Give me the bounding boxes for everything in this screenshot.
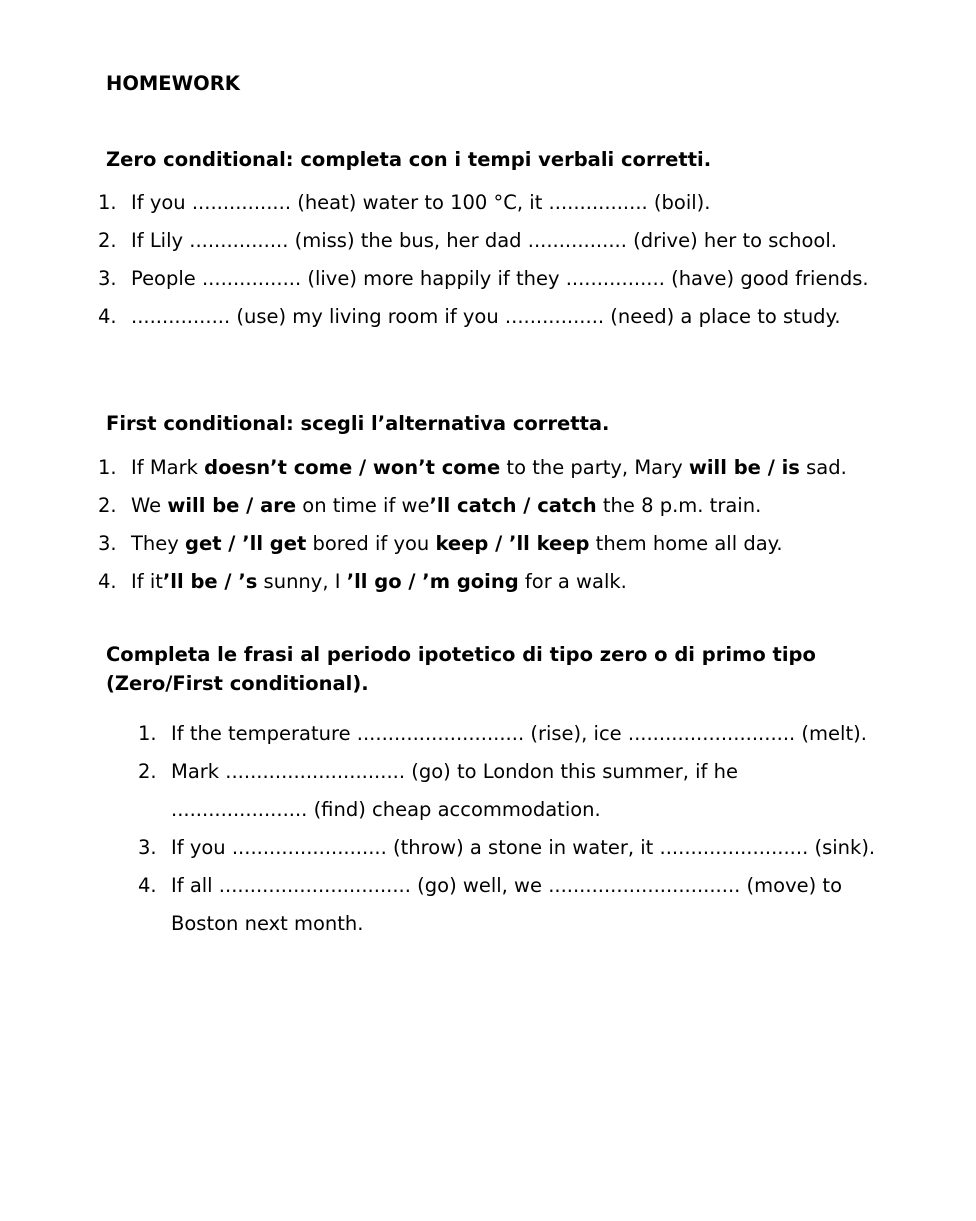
item-number: 2. — [98, 494, 117, 517]
choice-text: doesn’t come / won’t come — [204, 456, 501, 479]
list-item — [0, 563, 976, 601]
choice-text: keep / ’ll keep — [435, 532, 590, 555]
item-text — [131, 487, 931, 525]
section-1-list — [0, 184, 976, 336]
item-text: If the temperature ........................... (rise), ice ........................... (melt). — [171, 722, 867, 745]
choice-text: ’ll go / ’m going — [346, 570, 519, 593]
plain-text: the 8 p.m. train. — [596, 494, 762, 517]
choice-text: will be / is — [688, 456, 800, 479]
item-number: 4. — [98, 305, 117, 328]
item-text: If you ......................... (throw) a stone in water, it ........................ (sink). — [171, 836, 876, 859]
page-title: HOMEWORK — [106, 72, 240, 95]
section-3-heading: Completa le frasi al periodo ipotetico di tipo zero o di primo tipo (Zero/First conditional). — [106, 643, 816, 695]
item-number: 1. — [98, 191, 117, 214]
item-number: 4. — [138, 874, 157, 897]
list-item — [0, 222, 976, 260]
plain-text: sunny, I — [257, 570, 347, 593]
choice-text: ’ll be / ’s — [162, 570, 258, 593]
item-text: People ................ (live) more happily if they ................ (have) good friends. — [131, 267, 869, 290]
item-number: 2. — [98, 229, 117, 252]
plain-text: them home all day. — [589, 532, 783, 555]
section-1-heading: Zero conditional: completa con i tempi verbali corretti. — [106, 148, 712, 171]
item-number: 3. — [98, 267, 117, 290]
plain-text: We — [131, 494, 168, 517]
item-text — [131, 449, 931, 487]
item-text: Mark ............................. (go) to London this summer, if he ...................... (find) cheap accommodation. — [171, 760, 738, 821]
list-item — [0, 184, 976, 222]
item-number: 3. — [138, 836, 157, 859]
item-text: If Lily ................ (miss) the bus, her dad ................ (drive) her to school. — [131, 229, 837, 252]
plain-text: on time if we — [296, 494, 430, 517]
plain-text: bored if you — [306, 532, 436, 555]
plain-text: for a walk. — [518, 570, 627, 593]
item-text — [131, 563, 931, 601]
plain-text: sad. — [799, 456, 847, 479]
plain-text: They — [131, 532, 186, 555]
item-number: 1. — [98, 456, 117, 479]
item-text: If all ............................... (go) well, we ............................... (move) to Boston next month. — [171, 874, 842, 935]
list-item — [0, 260, 976, 298]
item-text — [131, 525, 931, 563]
list-item — [0, 298, 976, 336]
item-number: 2. — [138, 760, 157, 783]
plain-text: If Mark — [131, 456, 205, 479]
list-item — [0, 449, 976, 487]
item-number: 1. — [138, 722, 157, 745]
item-text: If you ................ (heat) water to 100 °C, it ................ (boil). — [131, 191, 711, 214]
choice-text: ’ll catch / catch — [429, 494, 597, 517]
list-item — [0, 525, 976, 563]
item-text: ................ (use) my living room if you ................ (need) a place to study. — [131, 305, 841, 328]
list-item — [0, 867, 976, 943]
plain-text: to the party, Mary — [500, 456, 689, 479]
item-number: 3. — [98, 532, 117, 555]
choice-text: will be / are — [167, 494, 297, 517]
choice-text: get / ’ll get — [185, 532, 307, 555]
section-3-list — [0, 715, 976, 943]
list-item — [0, 829, 976, 867]
list-item — [0, 487, 976, 525]
list-item — [0, 715, 976, 753]
section-2-list — [0, 449, 976, 601]
list-item — [0, 753, 976, 829]
section-2-heading: First conditional: scegli l’alternativa corretta. — [106, 412, 610, 435]
plain-text: If it — [131, 570, 163, 593]
item-number: 4. — [98, 570, 117, 593]
